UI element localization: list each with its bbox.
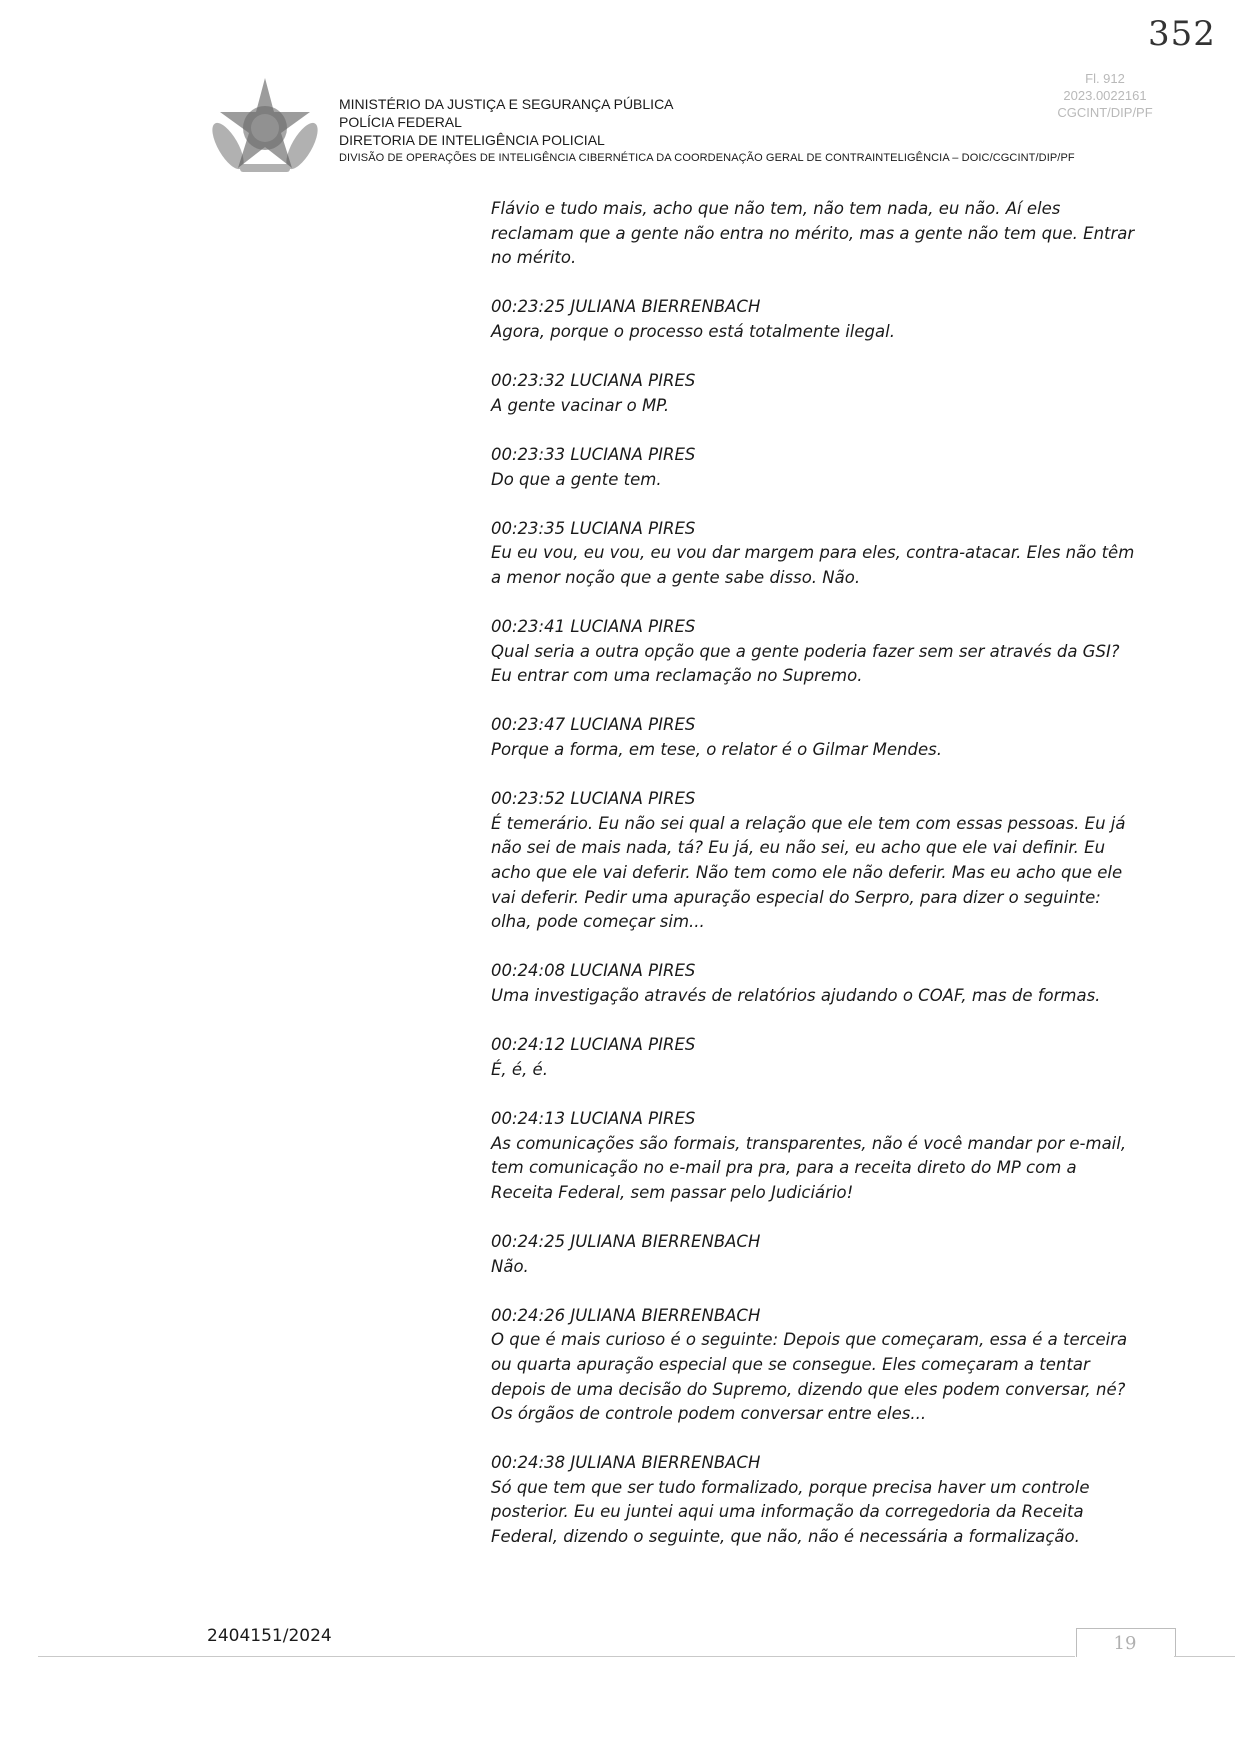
transcript-text: A gente vacinar o MP. bbox=[491, 395, 670, 415]
timestamp-speaker: 00:23:33 LUCIANA PIRES bbox=[491, 444, 696, 464]
transcript-entry bbox=[491, 369, 1141, 418]
transcript-entry bbox=[491, 615, 1141, 689]
transcript-text: Só que tem que ser tudo formalizado, porque precisa haver um controle posterior. Eu eu juntei aqui uma informação da corregedoria da Receita Federal, dizendo o seguinte, que não, não é necessária a formalização. bbox=[491, 1477, 1090, 1547]
coat-of-arms-icon bbox=[210, 76, 320, 186]
transcript-text: As comunicações são formais, transparentes, não é você mandar por e-mail, tem comunicação no e-mail pra pra, para a receita direto do MP com a Receita Federal, sem passar pelo Judiciário! bbox=[491, 1133, 1127, 1202]
transcript-text: Eu eu vou, eu vou, eu vou dar margem para eles, contra-atacar. Eles não têm a menor noção que a gente sabe disso. Não. bbox=[491, 543, 1135, 587]
transcript-entry bbox=[491, 787, 1141, 935]
page-number: 19 bbox=[1113, 1633, 1137, 1654]
timestamp-speaker: 00:24:26 JULIANA BIERRENBACH bbox=[491, 1305, 761, 1325]
timestamp-speaker: 00:23:47 LUCIANA PIRES bbox=[491, 715, 696, 735]
timestamp-speaker: 00:24:12 LUCIANA PIRES bbox=[491, 1035, 696, 1055]
footer-rule bbox=[38, 1656, 1075, 1657]
transcript-text: Agora, porque o processo está totalmente ilegal. bbox=[491, 321, 895, 341]
division-name: DIVISÃO DE OPERAÇÕES DE INTELIGÊNCIA CIBERNÉTICA DA COORDENAÇÃO GERAL DE CONTRAINTELIGÊNCIA – DOIC/CGCINT/DIP/PF bbox=[339, 152, 1075, 164]
transcript-text: É temerário. Eu não sei qual a relação que ele tem com essas pessoas. Eu já não sei de mais nada, tá? Eu já, eu não sei, eu acho que ele vai definir. Eu acho que ele vai deferir. Não tem como ele não deferir. Mas eu acho que ele vai deferir. Pedir uma apuração especial do Serpro, para dizer o seguinte: olha, pode começar sim... bbox=[491, 813, 1126, 932]
timestamp-speaker: 00:23:52 LUCIANA PIRES bbox=[491, 789, 696, 809]
transcript-text: Flávio e tudo mais, acho que não tem, não tem nada, eu não. Aí eles reclamam que a gente não entra no mérito, mas a gente não tem que. Entrar no mérito. bbox=[491, 199, 1135, 268]
stamp-process-number: 2023.0022161 bbox=[1063, 88, 1147, 103]
stamp-unit: CGCINT/DIP/PF bbox=[1057, 105, 1153, 120]
timestamp-speaker: 00:23:32 LUCIANA PIRES bbox=[491, 371, 696, 391]
transcript-text: Porque a forma, em tese, o relator é o Gilmar Mendes. bbox=[491, 740, 942, 760]
transcript-text: Não. bbox=[491, 1256, 529, 1276]
timestamp-speaker: 00:23:25 JULIANA BIERRENBACH bbox=[491, 297, 761, 317]
stamp-folio: Fl. 912 bbox=[1085, 71, 1125, 86]
transcript-text: O que é mais curioso é o seguinte: Depois que começaram, essa é a terceira ou quarta apuração especial que se consegue. Eles começaram a tentar depois de uma decisão do Supremo, dizendo que eles podem conversar, né? Os órgãos de controle podem conversar entre eles... bbox=[491, 1330, 1128, 1424]
transcript-entry bbox=[491, 1107, 1141, 1205]
timestamp-speaker: 00:23:41 LUCIANA PIRES bbox=[491, 617, 696, 637]
transcript-entry bbox=[491, 443, 1141, 492]
transcript-entry bbox=[491, 959, 1141, 1008]
transcript-entry bbox=[491, 1033, 1141, 1082]
timestamp-speaker: 00:24:25 JULIANA BIERRENBACH bbox=[491, 1231, 761, 1251]
transcript-entry bbox=[491, 713, 1141, 762]
transcript-body bbox=[491, 197, 1141, 1574]
transcript-entry bbox=[491, 1451, 1141, 1549]
timestamp-speaker: 00:24:38 JULIANA BIERRENBACH bbox=[491, 1453, 761, 1473]
transcript-entry bbox=[491, 517, 1141, 591]
transcript-entry bbox=[491, 1230, 1141, 1279]
transcript-entry bbox=[491, 1304, 1141, 1427]
agency-name: POLÍCIA FEDERAL bbox=[339, 114, 462, 130]
directorate-name: DIRETORIA DE INTELIGÊNCIA POLICIAL bbox=[339, 132, 605, 148]
timestamp-speaker: 00:24:08 LUCIANA PIRES bbox=[491, 961, 696, 981]
letterhead bbox=[339, 95, 1075, 167]
handwritten-page-number: 352 bbox=[1148, 14, 1216, 54]
timestamp-speaker: 00:24:13 LUCIANA PIRES bbox=[491, 1108, 696, 1128]
transcript-continuation bbox=[491, 197, 1141, 271]
footer-rule-right bbox=[1174, 1656, 1235, 1657]
document-id: 2404151/2024 bbox=[207, 1626, 332, 1646]
transcript-text: Uma investigação através de relatórios ajudando o COAF, mas de formas. bbox=[491, 986, 1101, 1005]
transcript-text: É, é, é. bbox=[491, 1059, 548, 1079]
transcript-text: Qual seria a outra opção que a gente poderia fazer sem ser através da GSI? Eu entrar com uma reclamação no Supremo. bbox=[491, 641, 1120, 686]
timestamp-speaker: 00:23:35 LUCIANA PIRES bbox=[491, 518, 696, 538]
transcript-text: Do que a gente tem. bbox=[491, 469, 662, 489]
ministry-name: MINISTÉRIO DA JUSTIÇA E SEGURANÇA PÚBLICA bbox=[339, 96, 674, 112]
transcript-entry bbox=[491, 295, 1141, 344]
